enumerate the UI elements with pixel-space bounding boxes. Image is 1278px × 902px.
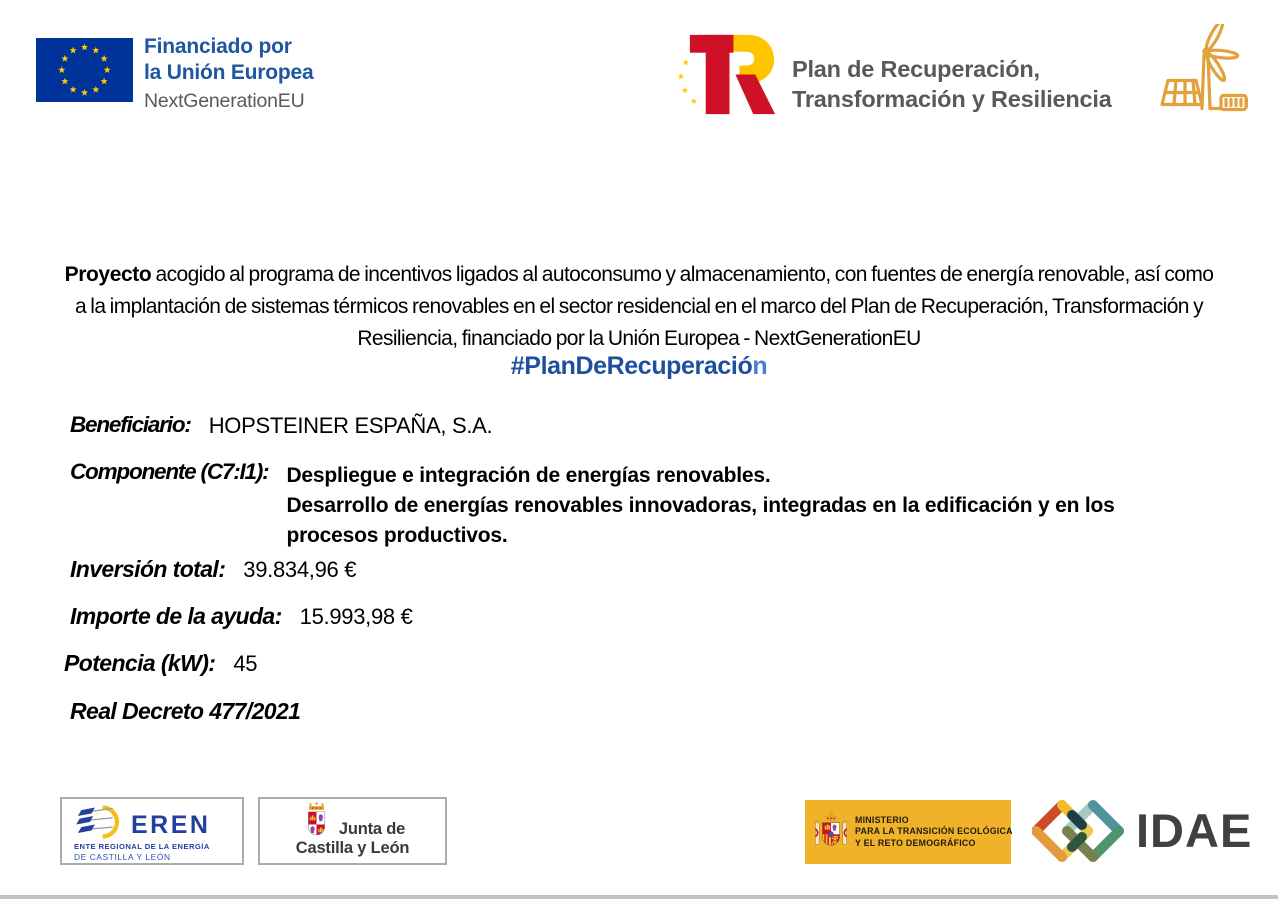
idae-logo	[1032, 799, 1253, 863]
field-real-decreto	[70, 698, 300, 725]
page-bottom-divider	[0, 895, 1278, 899]
eren-subtitle-line1: ENTE REGIONAL DE LA ENERGÍA	[74, 842, 210, 851]
eu-funding-title-line1: Financiado por	[144, 35, 292, 58]
eren-subtitle-line2: DE CASTILLA Y LEÓN	[74, 852, 171, 862]
project-description-lead: Proyecto	[64, 263, 152, 286]
eu-funding-block	[36, 30, 314, 113]
idae-name: IDAE	[1136, 803, 1253, 857]
spain-coat-of-arms-icon	[813, 806, 849, 858]
hashtag	[0, 352, 1278, 381]
eren-mark-icon	[74, 805, 126, 839]
junta-logo	[258, 797, 447, 865]
field-componente-value-line3: procesos productivos.	[286, 524, 508, 547]
recovery-plan-title-line2: Transformación y Resiliencia	[792, 86, 1112, 112]
ministerio-line1: MINISTERIO	[855, 814, 909, 825]
field-componente-label: Componente (C7:I1):	[70, 459, 269, 484]
field-importe-ayuda-value: 15.993,98 €	[299, 604, 413, 629]
idae-mark-icon	[1032, 800, 1124, 862]
project-description-body: acogido al programa de incentivos ligados al autoconsumo y almacenamiento, con fuentes de energía renovable, así como a la implantación de sistemas térmicos renovables en el sector residencial en el marco del Plan de Recuperación, Transformación y Resiliencia, financiado por la Unión Europea - NextGenerationEU	[74, 263, 1214, 350]
field-componente	[70, 459, 1115, 551]
field-componente-value	[286, 459, 1114, 551]
field-potencia	[64, 650, 257, 677]
hashtag-tail: n	[752, 352, 768, 380]
field-real-decreto-label: Real Decreto 477/2021	[70, 698, 301, 724]
ministerio-line3: Y EL RETO DEMOGRÁFICO	[855, 837, 976, 848]
renewables-icon	[1148, 24, 1248, 120]
field-componente-value-line2: Desarrollo de energías renovables innovadoras, integradas en la edificación y en los	[286, 494, 1115, 517]
field-beneficiario-label: Beneficiario:	[70, 412, 191, 437]
eu-funding-title-line2: la Unión Europea	[144, 61, 314, 84]
eu-funding-text	[144, 30, 314, 113]
eren-logo-row	[74, 803, 232, 840]
field-potencia-label: Potencia (kW):	[64, 650, 216, 676]
field-beneficiario	[70, 412, 492, 439]
eu-flag-icon	[36, 38, 133, 102]
field-inversion-total-label: Inversión total:	[70, 556, 226, 582]
field-inversion-total-value: 39.834,96 €	[243, 557, 357, 582]
field-potencia-value: 45	[233, 651, 258, 676]
recovery-plan-block	[676, 26, 1112, 122]
field-componente-value-line1: Despliegue e integración de energías renovables.	[286, 464, 771, 487]
tr-logo-icon	[676, 26, 780, 122]
hashtag-main: #PlanDeRecuperació	[510, 352, 753, 380]
field-inversion-total	[70, 556, 356, 583]
field-beneficiario-value: HOPSTEINER ESPAÑA, S.A.	[208, 413, 493, 438]
recovery-plan-title-line1: Plan de Recuperación,	[792, 56, 1040, 82]
field-importe-ayuda	[70, 603, 413, 630]
eren-name: EREN	[131, 811, 211, 839]
eu-funding-subtitle: NextGenerationEU	[144, 90, 305, 112]
ministerio-text	[855, 815, 1013, 850]
ministerio-logo	[805, 800, 1011, 864]
recovery-plan-title	[792, 26, 1112, 122]
eren-logo	[60, 797, 244, 865]
project-description	[59, 259, 1219, 355]
field-importe-ayuda-label: Importe de la ayuda:	[70, 603, 282, 629]
junta-name-line1: Junta de	[338, 820, 406, 838]
ministerio-line2: PARA LA TRANSICIÓN ECOLÓGICA	[855, 826, 1013, 837]
junta-name-line2: Castilla y León	[295, 839, 410, 857]
